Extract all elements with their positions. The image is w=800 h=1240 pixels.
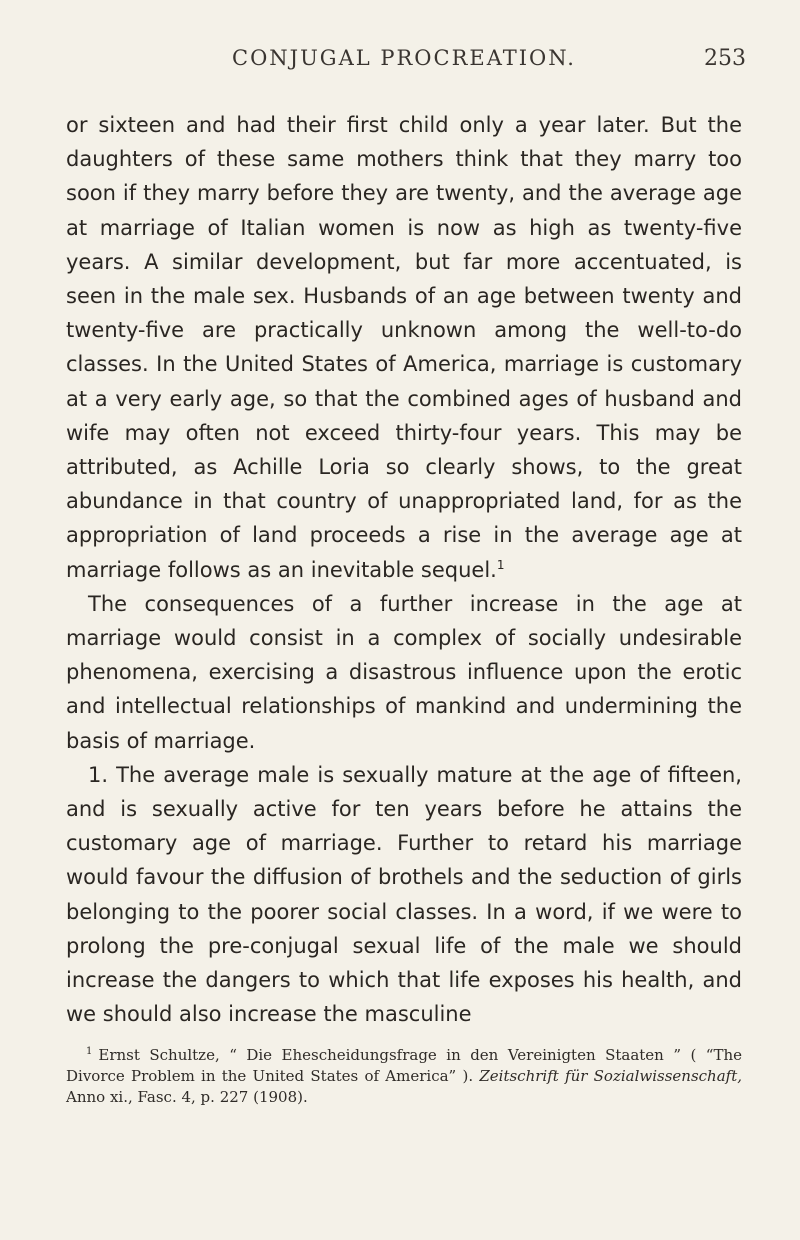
running-head — [66, 46, 746, 96]
footnote-journal: Zeitschrift für Sozialwissenschaft, — [479, 1067, 743, 1086]
book-page — [66, 0, 746, 1108]
paragraph-3: 1. The average male is sexually mature at the age of fifteen, and is sexually active for ten years before he attains the customary age of marriage. Further to retard his marriage would favour the diffusion of brothels and the seduction of girls belonging to the poorer social classes. In a word, if we were to prolong the pre-conjugal sexual life of the male we should increase the dangers to which that life exposes his health, and we should also increase the masculine — [66, 762, 742, 1027]
footnote-mark: 1 — [86, 1046, 93, 1058]
paragraph-1 — [66, 108, 742, 587]
paragraph-2: The consequences of a further increase in the age at marriage would consist in a complex of socially undesirable phenomena, exercising a disastrous influence upon the erotic and intellectual relationships of mankind and undermining the basis of marriage. — [66, 591, 742, 753]
body-text — [66, 108, 742, 1031]
footnote-citation: Anno xi., Fasc. 4, p. 227 (1908). — [66, 1088, 308, 1107]
paragraph-1-text: or sixteen and had their first child only a year later. But the daughters of these same mothers think that they marry too soon if they marry before they are twenty, and the average age at marriage of Italian women is now as high as twenty-five years. A similar development, but far more accentuated, is seen in the male sex. Husbands of an age between twenty and twenty-five are practically unknown among the well-to-do classes. In the United States of America, marriage is customary at a very early age, so that the combined ages of husband and wife may often not exceed thirty-four years. This may be attributed, as Achille Loria so clearly shows, to the great abundance in that country of unappropriated land, for as the appropriation of land proceeds a rise in the average age at marriage follows as an inevitable sequel. — [66, 113, 742, 582]
running-title: CONJUGAL PROCREATION. — [232, 46, 576, 70]
page-number: 253 — [704, 46, 746, 71]
footnote-reference: 1 — [496, 557, 505, 572]
footnote-text: Ernst Schultze, “ Die Ehescheidungsfrage in den Vereinigten Staaten ” ( “The Divorce Problem in the United States of America” ). — [66, 1046, 742, 1086]
footnote — [66, 1045, 742, 1108]
